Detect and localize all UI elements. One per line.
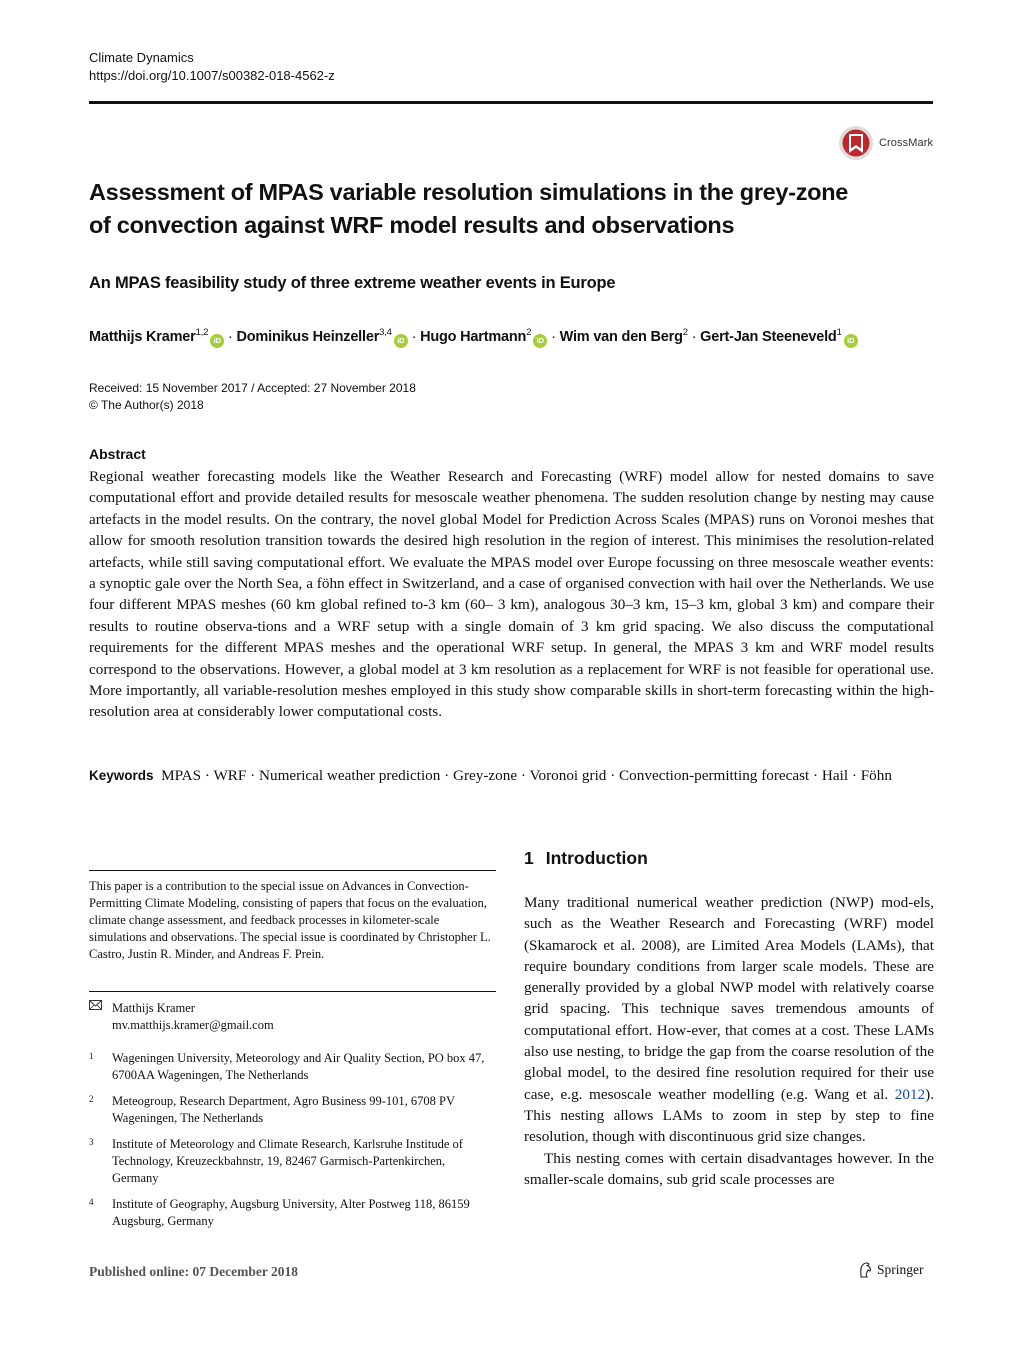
title-line-1: Assessment of MPAS variable resolution simulations in the grey-zone [89, 179, 849, 205]
introduction-body [524, 892, 934, 1190]
affiliation-number: 1 [89, 1051, 94, 1061]
section-heading [524, 848, 648, 869]
section-title: Introduction [545, 848, 648, 868]
affiliation-number: 2 [89, 1094, 94, 1104]
section-number: 1 [524, 848, 534, 868]
author-separator: · [687, 328, 701, 345]
contact-name: Matthijs Kramer [112, 1001, 195, 1015]
affiliation-item [89, 1196, 494, 1230]
orcid-icon[interactable]: iD [844, 334, 858, 348]
keywords-list: MPAS · WRF · Numerical weather prediction · Grey-zone · Voronoi grid · Convection-permitting forecast · Hail · Föhn [161, 767, 892, 784]
header-rule [89, 101, 933, 104]
paragraph-text: Many traditional numerical weather prediction (NWP) mod-els, such as the Weather Research and Forecasting (WRF) model (Skamarock et al. 2008), are Limited Area Models (LAMs), that require boundary conditions from larger scale models. These are generally provided by a global NWP model with relatively coarse grid spacing. This technique saves tremendous amounts of computational effort. How-ever, that comes at a cost. These LAMs also use nesting, to bridge the gap from the coarse resolution of the global model, to the desired fine resolution required for their use case, e.g. mesoscale weather modelling (e.g. Wang et al. [524, 894, 934, 1103]
journal-name: Climate Dynamics [89, 50, 194, 65]
affiliation-text: Institute of Geography, Augsburg University, Alter Postweg 118, 86159 Augsburg, Germany [112, 1197, 470, 1228]
affiliation-text: Institute of Meteorology and Climate Research, Karlsruhe Institude of Technology, Kreuzeckbahnstr, 19, 82467 Garmisch-Partenkirchen, Germany [112, 1137, 463, 1185]
author-list [89, 327, 858, 348]
author-affiliation: 2 [526, 327, 532, 338]
affiliation-text: Meteogroup, Research Department, Agro Business 99-101, 6708 PV Wageningen, The Netherlands [112, 1094, 455, 1125]
footnote-rule [89, 870, 496, 871]
article-title [89, 176, 949, 242]
author-name[interactable]: Matthijs Kramer [89, 328, 196, 345]
author-affiliation: 2 [682, 327, 688, 338]
orcid-icon[interactable]: iD [210, 334, 224, 348]
crossmark-label: CrossMark [879, 137, 934, 149]
citation-link[interactable]: 2012 [894, 1085, 926, 1103]
special-issue-note: This paper is a contribution to the special issue on Advances in Convection-Permitting Climate Modeling, consisting of papers that focus on the evaluation, climate change assessment, and feedback processes in kilometer-scale simulations and observations. The special issue is coordinated by Christopher L. Castro, Justin R. Minder, and Andreas F. Prein. [89, 879, 491, 961]
affiliation-number: 3 [89, 1137, 94, 1147]
published-date: Published online: 07 December 2018 [89, 1264, 298, 1279]
affiliation-item [89, 1136, 494, 1187]
author-name[interactable]: Hugo Hartmann [420, 328, 527, 345]
springer-horse-icon [858, 1262, 872, 1278]
affiliation-number: 4 [89, 1197, 94, 1207]
abstract-heading: Abstract [89, 446, 146, 462]
abstract-text: Regional weather forecasting models like the Weather Research and Forecasting (WRF) model allow for nested domains to save computational effort and provide detailed results for mesoscale weather phenomena. The sudden resolution change by nesting may cause artefacts in the model results. On the contrary, the novel global Model for Prediction Across Scales (MPAS) runs on Voronoi meshes that allow for smooth resolution transition towards the desired high resolution in the region of interest. This minimises the resolution-related artefacts, while still saving computational effort. We evaluate the MPAS model over Europe focussing on three mesoscale weather events: a synoptic gale over the North Sea, a föhn effect in Switzerland, and a case of organised convection with hail over the Netherlands. We use four different MPAS meshes (60 km global refined to-3 km (60– 3 km), analogous 30–3 km, 15–3 km, global 3 km) and compare their results to routine observa-tions and a WRF setup with a single domain of 3 km grid spacing. We also discuss the computational requirements for the different MPAS meshes and the operational WRF setup. In general, the MPAS 3 km and WRF model results correspond to the observations. However, a global model at 3 km resolution as a replacement for WRF is not feasible for operational use. More importantly, all variable-resolution meshes employed in this study show comparable skills in short-term forecasting within the high-resolution area at considerably lower computational costs. [89, 468, 934, 721]
author-separator: · [407, 328, 421, 345]
paragraph [524, 892, 934, 1148]
doi-link[interactable]: https://doi.org/10.1007/s00382-018-4562-z [89, 68, 335, 83]
orcid-icon[interactable]: iD [394, 334, 408, 348]
author-affiliation: 3,4 [379, 327, 392, 338]
title-line-2: of convection against WRF model results and observations [89, 212, 735, 238]
author-separator: · [547, 328, 560, 345]
keywords [89, 765, 934, 787]
author-separator: · [224, 328, 237, 345]
author-name[interactable]: Wim van den Berg [559, 328, 683, 345]
author-affiliation: 1 [836, 327, 842, 338]
contact-email[interactable]: mv.matthijs.kramer@gmail.com [112, 1018, 274, 1032]
corresponding-author [89, 1000, 494, 1034]
copyright-notice: © The Author(s) 2018 [89, 398, 204, 412]
crossmark-icon [838, 125, 874, 161]
crossmark-badge[interactable] [838, 124, 938, 162]
orcid-icon[interactable]: iD [533, 334, 547, 348]
affiliation-item [89, 1093, 494, 1127]
publisher-logo[interactable] [858, 1262, 924, 1278]
paragraph-text: ). This nesting allows LAMs to zoom in step by step to fine resolution, though with discontinuous grid size changes. [524, 1085, 934, 1146]
envelope-icon [89, 1000, 112, 1034]
footnote-rule [89, 991, 496, 992]
affiliation-item [89, 1050, 494, 1084]
received-dates: Received: 15 November 2017 / Accepted: 27 November 2018 [89, 381, 416, 395]
author-name[interactable]: Dominikus Heinzeller [236, 328, 380, 345]
author-affiliation: 1,2 [195, 327, 209, 338]
article-subtitle: An MPAS feasibility study of three extreme weather events in Europe [89, 274, 616, 292]
publisher-name: Springer [877, 1262, 924, 1277]
affiliation-text: Wageningen University, Meteorology and Air Quality Section, PO box 47, 6700AA Wageningen, The Netherlands [112, 1051, 485, 1082]
author-name[interactable]: Gert-Jan Steeneveld [700, 328, 837, 345]
paragraph: This nesting comes with certain disadvantages however. In the smaller-scale domains, sub grid scale processes are [524, 1149, 934, 1188]
keywords-label: Keywords [89, 768, 154, 783]
